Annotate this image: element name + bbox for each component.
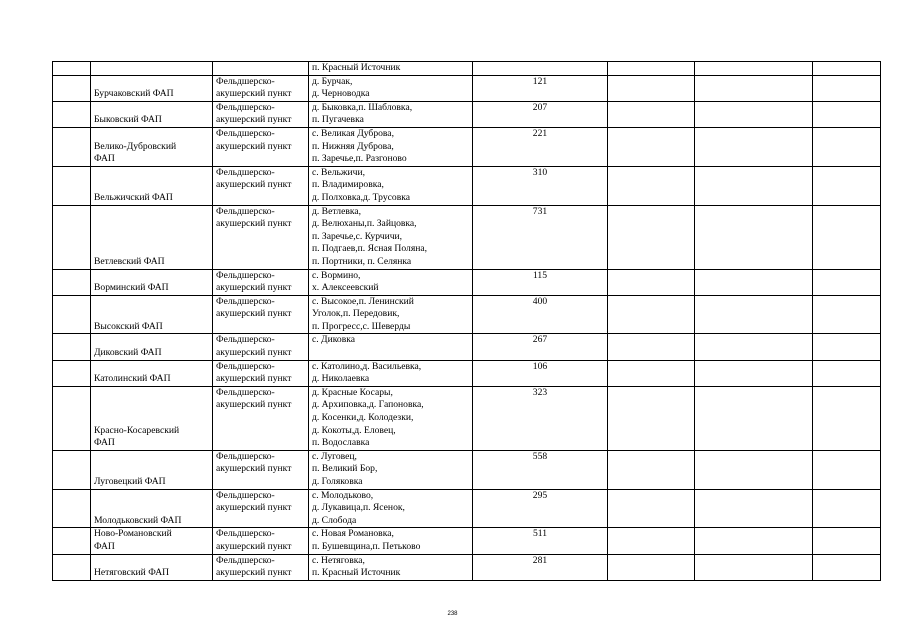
settlement-line: с. Католино,д. Васильевка, <box>312 360 422 372</box>
settlements-cell <box>309 205 473 269</box>
facility-name: Вельжичский ФАП <box>94 191 173 203</box>
facility-type-cell <box>213 166 309 205</box>
settlement-line: п. Подгаев,п. Ясная Поляна, <box>312 243 428 255</box>
table-row <box>53 75 881 101</box>
facility-name: Быковский ФАП <box>94 114 162 126</box>
facility-type: акушерский пункт <box>216 463 292 475</box>
facility-type-cell <box>213 269 309 295</box>
population-cell <box>473 62 608 76</box>
settlement-line: с. Диковка <box>312 334 356 346</box>
settlement-line: с. Нетяговка, <box>312 554 365 566</box>
facility-name-cell <box>91 75 213 101</box>
row-number-cell <box>53 386 91 450</box>
facility-name-cell <box>91 450 213 489</box>
extra-cell <box>813 450 881 489</box>
table-row <box>53 101 881 127</box>
extra-cell <box>813 269 881 295</box>
settlement-line: д. Архиповка,д. Гапоновка, <box>312 399 424 411</box>
extra-cell <box>695 101 813 127</box>
settlement-line: д. Бурчак, <box>312 75 353 87</box>
facility-type: акушерский пункт <box>216 282 292 294</box>
facility-type: акушерский пункт <box>216 567 292 579</box>
extra-cell <box>695 450 813 489</box>
settlement-line: с. Вельжичи, <box>312 166 365 178</box>
facility-table <box>52 61 881 581</box>
facility-name: ФАП <box>94 540 115 552</box>
settlement-line: п. Красный Источник <box>312 62 401 73</box>
facility-name-cell <box>91 127 213 166</box>
settlement-line: с. Новая Романовка, <box>312 528 394 540</box>
facility-name: ФАП <box>94 153 115 165</box>
extra-cell <box>608 295 695 334</box>
extra-cell <box>608 75 695 101</box>
extra-cell <box>695 75 813 101</box>
settlements-cell <box>309 450 473 489</box>
facility-type-cell <box>213 360 309 386</box>
settlements-cell <box>309 62 473 76</box>
facility-type-cell <box>213 334 309 360</box>
population-cell: 400 <box>473 295 608 334</box>
row-number-cell <box>53 127 91 166</box>
table-row <box>53 166 881 205</box>
extra-cell <box>608 269 695 295</box>
row-number-cell <box>53 62 91 76</box>
facility-name-cell <box>91 269 213 295</box>
settlement-line: п. Великий Бор, <box>312 463 378 475</box>
extra-cell <box>813 528 881 554</box>
facility-name: Ново-Романовский <box>94 528 172 540</box>
facility-type-cell <box>213 75 309 101</box>
population-cell: 115 <box>473 269 608 295</box>
population-cell: 511 <box>473 528 608 554</box>
facility-name-cell <box>91 101 213 127</box>
facility-type: Фельдшерско- <box>216 450 275 462</box>
extra-cell <box>813 166 881 205</box>
extra-cell <box>813 554 881 580</box>
extra-cell <box>813 334 881 360</box>
facility-type-cell <box>213 489 309 528</box>
facility-type-cell <box>213 62 309 76</box>
settlement-line: д. Ветлевка, <box>312 205 362 217</box>
settlement-line: п. Портники, п. Селянка <box>312 255 412 267</box>
settlements-cell <box>309 554 473 580</box>
settlements-cell <box>309 75 473 101</box>
facility-type: Фельдшерско- <box>216 269 275 281</box>
page-number: 238 <box>447 611 458 617</box>
extra-cell <box>608 101 695 127</box>
settlement-line: п. Бушевщина,п. Петьково <box>312 540 421 552</box>
facility-name-cell <box>91 166 213 205</box>
settlements-cell <box>309 101 473 127</box>
extra-cell <box>695 334 813 360</box>
population-cell: 221 <box>473 127 608 166</box>
facility-name-cell <box>91 205 213 269</box>
settlement-line: п. Заречье,с. Курчичи, <box>312 230 403 242</box>
extra-cell <box>695 166 813 205</box>
facility-type: акушерский пункт <box>216 373 292 385</box>
facility-name: Луговецкий ФАП <box>94 476 166 487</box>
facility-type: Фельдшерско- <box>216 75 275 87</box>
row-number-cell <box>53 489 91 528</box>
settlement-line: п. Водославка <box>312 437 370 449</box>
row-number-cell <box>53 450 91 489</box>
row-number-cell <box>53 101 91 127</box>
extra-cell <box>813 101 881 127</box>
facility-name: Ветлевский ФАП <box>94 255 165 267</box>
settlements-cell <box>309 360 473 386</box>
row-number-cell <box>53 334 91 360</box>
facility-name: Диковский ФАП <box>94 347 162 359</box>
facility-name: Красно-Косаревский <box>94 424 180 436</box>
facility-name: ФАП <box>94 437 115 449</box>
table-row <box>53 295 881 334</box>
settlement-line: п. Заречье,п. Разгоново <box>312 153 407 165</box>
settlement-line: с. Высокое,п. Ленинский <box>312 295 414 307</box>
table-row <box>53 205 881 269</box>
population-cell: 121 <box>473 75 608 101</box>
population-cell: 106 <box>473 360 608 386</box>
settlement-line: д. Косенки,д. Колодезки, <box>312 412 414 424</box>
facility-type: Фельдшерско- <box>216 334 275 346</box>
facility-type: акушерский пункт <box>216 502 292 514</box>
facility-name: Бурчаковский ФАП <box>94 88 174 100</box>
facility-name: Ворминский ФАП <box>94 282 169 294</box>
extra-cell <box>813 489 881 528</box>
population-cell: 281 <box>473 554 608 580</box>
settlement-line: п. Нижняя Дуброва, <box>312 140 394 152</box>
facility-type: Фельдшерско- <box>216 127 275 139</box>
settlement-line: с. Молодьково, <box>312 489 374 501</box>
table-row <box>53 528 881 554</box>
extra-cell <box>608 62 695 76</box>
row-number-cell <box>53 166 91 205</box>
extra-cell <box>813 62 881 76</box>
facility-name: Нетяговский ФАП <box>94 567 170 579</box>
facility-name-cell <box>91 360 213 386</box>
facility-type: Фельдшерско- <box>216 554 275 566</box>
settlement-line: д. Красные Косары, <box>312 386 393 398</box>
extra-cell <box>813 295 881 334</box>
facility-type-cell <box>213 127 309 166</box>
facility-type: Фельдшерско- <box>216 528 275 540</box>
population-cell: 207 <box>473 101 608 127</box>
settlement-line: д. Черноводка <box>312 88 370 100</box>
facility-type: Фельдшерско- <box>216 386 275 398</box>
settlement-line: д. Лукавица,п. Ясенок, <box>312 502 405 514</box>
extra-cell <box>695 554 813 580</box>
row-number-cell <box>53 554 91 580</box>
extra-cell <box>695 62 813 76</box>
settlement-line: д. Кокоты,д. Еловец, <box>312 424 396 436</box>
facility-type: акушерский пункт <box>216 218 292 230</box>
facility-type: акушерский пункт <box>216 114 292 126</box>
row-number-cell <box>53 295 91 334</box>
population-cell: 267 <box>473 334 608 360</box>
facility-type: Фельдшерско- <box>216 101 275 113</box>
extra-cell <box>695 528 813 554</box>
facility-type: Фельдшерско- <box>216 489 275 501</box>
settlement-line: д. Голяковка <box>312 476 363 487</box>
settlements-cell <box>309 127 473 166</box>
facility-type: акушерский пункт <box>216 540 292 552</box>
facility-name: Велико-Дубровский <box>94 140 177 152</box>
extra-cell <box>813 205 881 269</box>
extra-cell <box>608 386 695 450</box>
facility-name: Высокский ФАП <box>94 320 163 332</box>
settlement-line: д. Велюханы,п. Зайцовка, <box>312 218 417 230</box>
facility-type: акушерский пункт <box>216 308 292 320</box>
population-cell: 323 <box>473 386 608 450</box>
facility-type: акушерский пункт <box>216 88 292 100</box>
facility-name-cell <box>91 489 213 528</box>
population-cell: 731 <box>473 205 608 269</box>
facility-type-cell <box>213 101 309 127</box>
table-row <box>53 450 881 489</box>
extra-cell <box>695 360 813 386</box>
table-row <box>53 127 881 166</box>
facility-name: Молодьковский ФАП <box>94 514 182 526</box>
table-row <box>53 334 881 360</box>
settlements-cell <box>309 334 473 360</box>
facility-name-cell <box>91 554 213 580</box>
extra-cell <box>813 386 881 450</box>
facility-name-cell <box>91 62 213 76</box>
table-row <box>53 489 881 528</box>
extra-cell <box>608 489 695 528</box>
row-number-cell <box>53 528 91 554</box>
settlement-line: с. Луговец, <box>312 450 357 462</box>
facility-type: акушерский пункт <box>216 399 292 411</box>
facility-type-cell <box>213 528 309 554</box>
settlement-line: д. Быковка,п. Шабловка, <box>312 101 413 113</box>
facility-name-cell <box>91 334 213 360</box>
settlements-cell <box>309 386 473 450</box>
table-row <box>53 360 881 386</box>
facility-name-cell <box>91 295 213 334</box>
row-number-cell <box>53 360 91 386</box>
table-row <box>53 386 881 450</box>
settlements-cell <box>309 528 473 554</box>
extra-cell <box>608 554 695 580</box>
extra-cell <box>813 75 881 101</box>
row-number-cell <box>53 75 91 101</box>
settlement-line: п. Владимировка, <box>312 179 384 191</box>
table-row <box>53 554 881 580</box>
extra-cell <box>695 295 813 334</box>
extra-cell <box>608 360 695 386</box>
facility-type: акушерский пункт <box>216 347 292 359</box>
extra-cell <box>695 127 813 166</box>
extra-cell <box>608 450 695 489</box>
settlement-line: с. Великая Дуброва, <box>312 127 394 139</box>
settlement-line: д. Николаевка <box>312 373 370 385</box>
table-row <box>53 269 881 295</box>
settlements-cell <box>309 489 473 528</box>
facility-type: Фельдшерско- <box>216 295 275 307</box>
facility-type: акушерский пункт <box>216 179 292 191</box>
extra-cell <box>608 205 695 269</box>
extra-cell <box>695 386 813 450</box>
extra-cell <box>608 127 695 166</box>
facility-name-cell <box>91 386 213 450</box>
facility-type: Фельдшерско- <box>216 166 275 178</box>
facility-type-cell <box>213 554 309 580</box>
settlement-line: д. Полховка,д. Трусовка <box>312 191 410 203</box>
facility-type: Фельдшерско- <box>216 205 275 217</box>
facility-type: акушерский пункт <box>216 140 292 152</box>
population-cell: 295 <box>473 489 608 528</box>
population-cell: 310 <box>473 166 608 205</box>
extra-cell <box>695 205 813 269</box>
table-body <box>53 62 881 581</box>
facility-type-cell <box>213 386 309 450</box>
extra-cell <box>695 269 813 295</box>
population-cell: 558 <box>473 450 608 489</box>
facility-type: Фельдшерско- <box>216 360 275 372</box>
extra-cell <box>813 127 881 166</box>
settlements-cell <box>309 295 473 334</box>
settlement-line: п. Прогресс,с. Шеверды <box>312 320 411 332</box>
facility-type-cell <box>213 205 309 269</box>
row-number-cell <box>53 205 91 269</box>
facility-type-cell <box>213 450 309 489</box>
settlement-line: п. Пугачевка <box>312 114 364 126</box>
extra-cell <box>608 334 695 360</box>
settlement-line: п. Красный Источник <box>312 567 401 579</box>
extra-cell <box>608 528 695 554</box>
extra-cell <box>695 489 813 528</box>
settlement-line: д. Слобода <box>312 514 357 526</box>
settlement-line: с. Вормино, <box>312 269 361 281</box>
table-row-continued <box>53 62 881 76</box>
extra-cell <box>608 166 695 205</box>
facility-name: Католинский ФАП <box>94 373 171 385</box>
settlements-cell <box>309 269 473 295</box>
settlements-cell <box>309 166 473 205</box>
settlement-line: Уголок,п. Передовик, <box>312 308 400 320</box>
settlement-line: х. Алексеевский <box>312 282 379 294</box>
facility-type-cell <box>213 295 309 334</box>
row-number-cell <box>53 269 91 295</box>
facility-name-cell <box>91 528 213 554</box>
extra-cell <box>813 360 881 386</box>
